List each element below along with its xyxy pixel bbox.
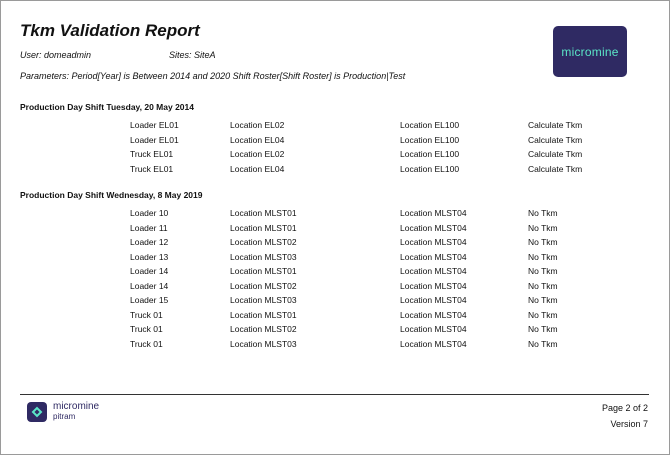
footer-divider xyxy=(20,394,649,395)
equipment-cell: Loader 11 xyxy=(130,222,168,233)
report-title: Tkm Validation Report xyxy=(20,21,200,40)
destination-location-cell: Location MLST04 xyxy=(400,237,467,247)
status-cell: Calculate Tkm xyxy=(528,149,583,159)
source-location-cell: Location MLST01 xyxy=(230,266,297,276)
status-cell: Calculate Tkm xyxy=(528,163,583,174)
status-cell: No Tkm xyxy=(528,222,558,233)
destination-location-cell: Location MLST04 xyxy=(400,324,467,334)
table-row xyxy=(1,208,669,223)
status-cell: No Tkm xyxy=(528,338,558,349)
equipment-cell: Loader 14 xyxy=(130,280,169,291)
parameters-label: Parameters: Period[Year] is Between 2014 and 2020 Shift Roster[Shift Roster] is Production|Test xyxy=(20,71,406,81)
destination-location-cell: Location EL100 xyxy=(400,120,460,130)
status-cell: No Tkm xyxy=(528,237,558,247)
section-rows xyxy=(1,208,669,353)
status-cell: No Tkm xyxy=(528,324,558,334)
status-cell: No Tkm xyxy=(528,309,558,320)
destination-location-cell: Location MLST04 xyxy=(400,266,467,276)
equipment-cell: Loader 14 xyxy=(130,266,169,276)
equipment-cell: Loader 12 xyxy=(130,237,169,247)
equipment-cell: Truck EL01 xyxy=(130,163,174,174)
source-location-cell: Location MLST01 xyxy=(230,309,297,320)
user-label: User: domeadmin xyxy=(20,50,92,60)
status-cell: Calculate Tkm xyxy=(528,134,583,145)
source-location-cell: Location MLST03 xyxy=(230,338,297,349)
destination-location-cell: Location MLST04 xyxy=(400,208,467,218)
footer-logo xyxy=(27,402,99,422)
equipment-cell: Loader EL01 xyxy=(130,120,179,130)
table-row xyxy=(1,120,669,135)
table-row xyxy=(1,149,669,164)
destination-location-cell: Location MLST04 xyxy=(400,338,467,349)
source-location-cell: Location MLST03 xyxy=(230,295,297,305)
status-cell: No Tkm xyxy=(528,266,558,276)
equipment-cell: Loader 10 xyxy=(130,208,169,218)
destination-location-cell: Location MLST04 xyxy=(400,295,467,305)
equipment-cell: Truck 01 xyxy=(130,324,163,334)
micromine-logo xyxy=(553,26,627,77)
equipment-cell: Truck 01 xyxy=(130,338,163,349)
destination-location-cell: Location EL100 xyxy=(400,149,460,159)
equipment-cell: Truck EL01 xyxy=(130,149,174,159)
table-row xyxy=(1,339,669,354)
section-title: Production Day Shift Wednesday, 8 May 2019 xyxy=(20,190,203,200)
table-row xyxy=(1,252,669,267)
footer-brand: micromine xyxy=(53,401,100,412)
micromine-mark-icon xyxy=(27,402,47,422)
destination-location-cell: Location MLST04 xyxy=(400,251,467,262)
table-row xyxy=(1,310,669,325)
equipment-cell: Loader 13 xyxy=(130,251,169,262)
sites-label: Sites: SiteA xyxy=(169,50,216,60)
status-cell: No Tkm xyxy=(528,295,558,305)
table-row xyxy=(1,164,669,179)
section-title: Production Day Shift Tuesday, 20 May 2014 xyxy=(20,102,194,112)
source-location-cell: Location EL02 xyxy=(230,120,285,130)
page-number: Page 2 of 2 xyxy=(601,403,648,413)
source-location-cell: Location EL04 xyxy=(230,134,285,145)
status-cell: No Tkm xyxy=(528,208,558,218)
destination-location-cell: Location MLST04 xyxy=(400,309,467,320)
status-cell: No Tkm xyxy=(528,280,558,291)
status-cell: Calculate Tkm xyxy=(528,120,583,130)
table-row xyxy=(1,135,669,150)
table-row xyxy=(1,295,669,310)
destination-location-cell: Location EL100 xyxy=(400,134,460,145)
table-row xyxy=(1,223,669,238)
version-label: Version 7 xyxy=(610,419,648,429)
destination-location-cell: Location MLST04 xyxy=(400,280,467,291)
equipment-cell: Truck 01 xyxy=(130,309,163,320)
table-row xyxy=(1,266,669,281)
source-location-cell: Location MLST02 xyxy=(230,324,297,334)
table-row xyxy=(1,281,669,296)
source-location-cell: Location EL04 xyxy=(230,163,285,174)
table-row xyxy=(1,324,669,339)
section-rows xyxy=(1,120,669,178)
source-location-cell: Location MLST01 xyxy=(230,208,297,218)
table-row xyxy=(1,237,669,252)
source-location-cell: Location MLST03 xyxy=(230,251,297,262)
equipment-cell: Loader 15 xyxy=(130,295,169,305)
source-location-cell: Location EL02 xyxy=(230,149,285,159)
source-location-cell: Location MLST01 xyxy=(230,222,297,233)
destination-location-cell: Location EL100 xyxy=(400,163,460,174)
status-cell: No Tkm xyxy=(528,251,558,262)
logo-text: micromine xyxy=(561,44,619,59)
source-location-cell: Location MLST02 xyxy=(230,237,297,247)
equipment-cell: Loader EL01 xyxy=(130,134,179,145)
source-location-cell: Location MLST02 xyxy=(230,280,297,291)
footer-product: pitram xyxy=(53,412,76,421)
destination-location-cell: Location MLST04 xyxy=(400,222,467,233)
